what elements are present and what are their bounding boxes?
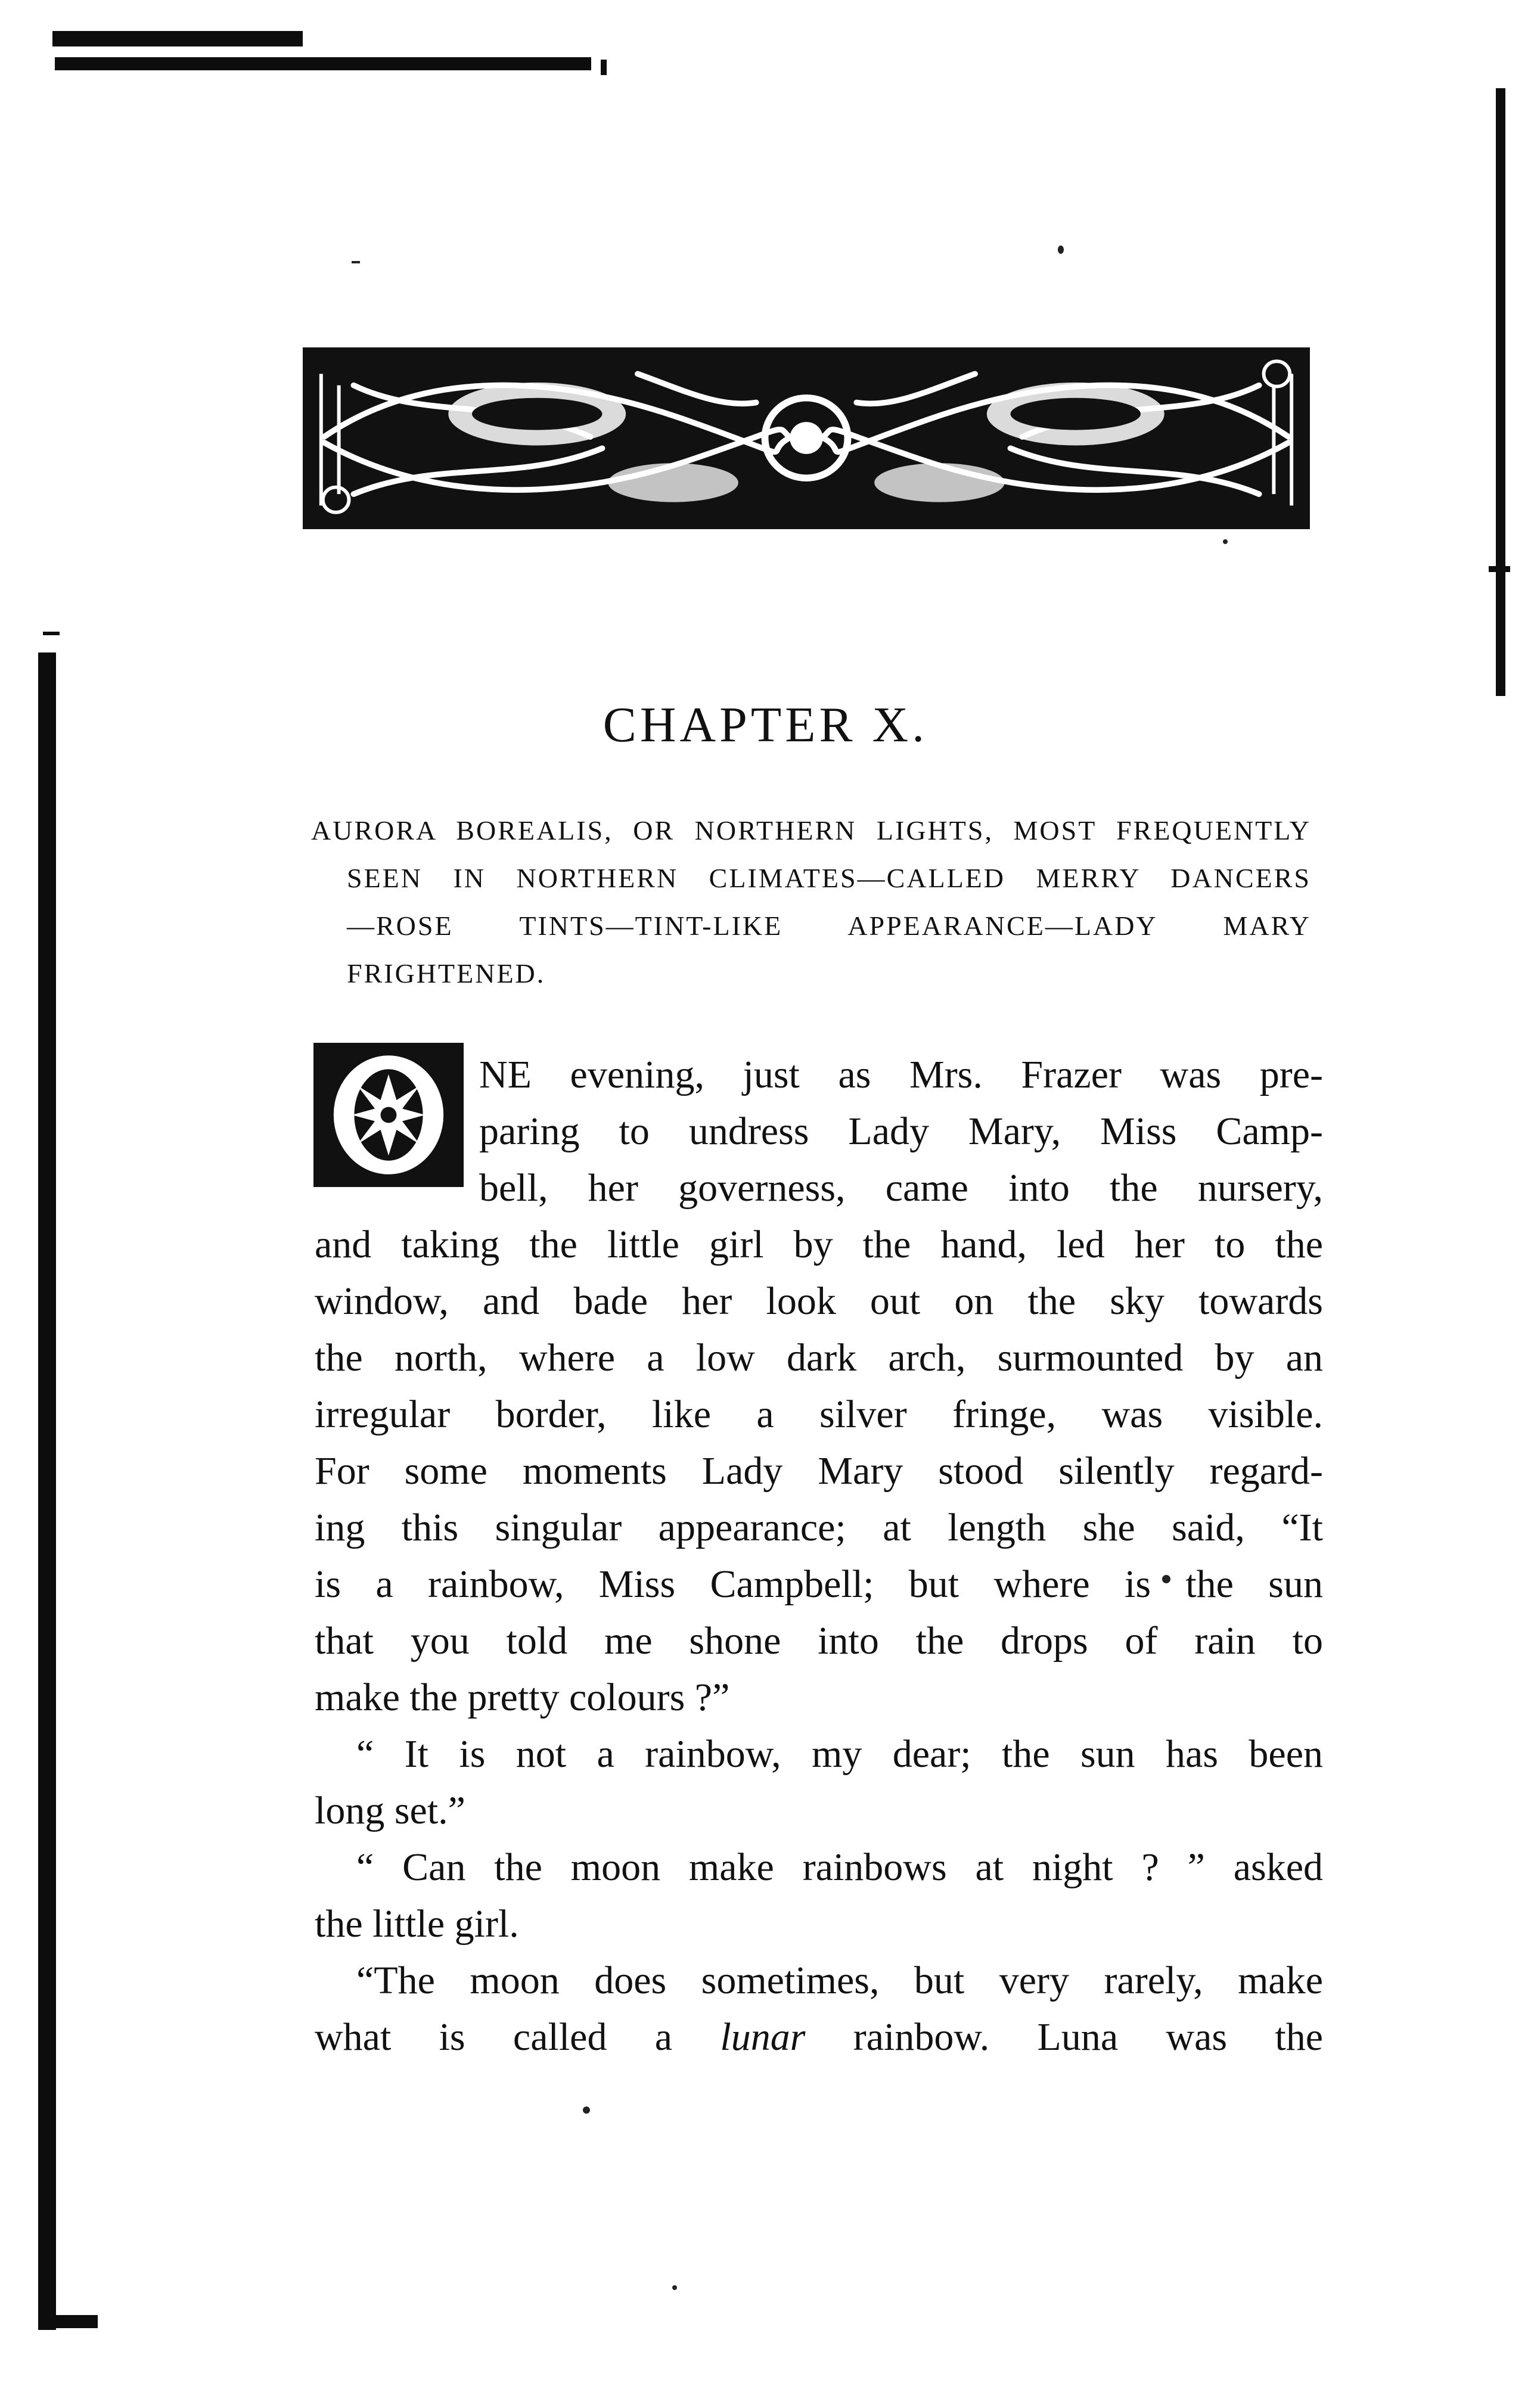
- scan-edge-left-foot: [38, 2315, 98, 2328]
- text-line: “ It is not a rainbow, my dear; the sun has been: [356, 1732, 1323, 1776]
- text-line-with-italic: [315, 2010, 1323, 2065]
- text-fragment: rainbow. Luna was the: [853, 2015, 1324, 2059]
- speck: [583, 2106, 590, 2114]
- italic-word: lunar: [720, 2015, 806, 2059]
- text-line: irregular border, like a silver fringe, was visible.: [315, 1393, 1323, 1436]
- text-line: NE evening, just as Mrs. Frazer was pre-: [479, 1053, 1323, 1096]
- text-line: and taking the little girl by the hand, led her to the: [315, 1223, 1323, 1266]
- text-line: ing this singular appearance; at length she said, “It: [315, 1506, 1323, 1549]
- chapter-summary: [311, 807, 1311, 998]
- text-line: “The moon does sometimes, but very rarely, make: [356, 1959, 1323, 2002]
- text-line: make the pretty colours ?”: [315, 1676, 730, 1719]
- drop-cap: [313, 1043, 464, 1187]
- headpiece-ornament: [303, 347, 1310, 529]
- scan-edge-top-2: [55, 57, 591, 70]
- text-line: is a rainbow, Miss Campbell; but where is the sun: [315, 1562, 1323, 1606]
- speck: [1058, 246, 1064, 254]
- text-line: bell, her governess, came into the nursery,: [479, 1166, 1323, 1210]
- summary-line: AURORA BOREALIS, OR NORTHERN LIGHTS, MOST FREQUENTLY: [311, 815, 1311, 846]
- chapter-title: CHAPTER X.: [603, 697, 928, 753]
- drop-cap-ornament-icon: [316, 1046, 461, 1184]
- summary-line: —ROSE TINTS—TINT-LIKE APPEARANCE—LADY MARY: [347, 911, 1311, 941]
- text-line: “ Can the moon make rainbows at night ? ” asked: [356, 1845, 1323, 1889]
- text-line: paring to undress Lady Mary, Miss Camp-: [479, 1110, 1323, 1153]
- foliage-ornament-icon: [306, 351, 1306, 526]
- scan-edge-top-3: [601, 60, 607, 75]
- scan-edge-top-1: [52, 31, 303, 46]
- text-line: the little girl.: [315, 1902, 519, 1946]
- scan-edge-left: [38, 653, 56, 2330]
- scan-edge-left-tick: [43, 632, 60, 635]
- text-line: that you told me shone into the drops of rain to: [315, 1619, 1323, 1663]
- text-line: For some moments Lady Mary stood silently regard-: [315, 1449, 1323, 1493]
- summary-line: FRIGHTENED.: [347, 958, 546, 989]
- summary-line: SEEN IN NORTHERN CLIMATES—CALLED MERRY DANCERS: [347, 863, 1311, 893]
- text-fragment: what is called a: [315, 2015, 673, 2059]
- scan-edge-right: [1496, 88, 1505, 696]
- text-line: the north, where a low dark arch, surmounted by an: [315, 1336, 1323, 1379]
- speck: [672, 2285, 677, 2290]
- speck: [1223, 539, 1228, 544]
- text-line: long set.”: [315, 1789, 465, 1832]
- speck: [352, 261, 360, 263]
- text-line: window, and bade her look out on the sky towards: [315, 1279, 1323, 1323]
- scan-edge-right-tick: [1489, 566, 1510, 572]
